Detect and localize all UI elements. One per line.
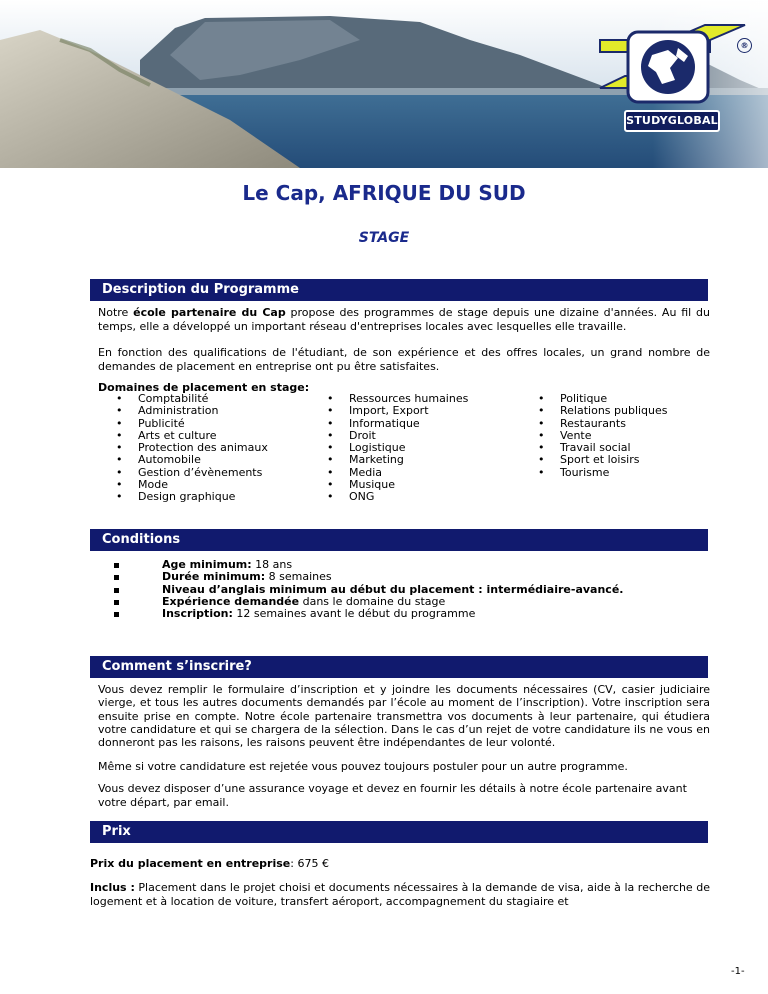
domain-label: Travail social bbox=[560, 441, 631, 455]
page-subtitle: STAGE bbox=[358, 230, 410, 246]
bullet-icon: • bbox=[538, 465, 545, 479]
description-paragraph-2: En fonction des qualifications de l'étudiant, de son expérience et des offres locales, un grand nombre de demandes de placement en entreprise ont pu être satisfaites. bbox=[98, 346, 710, 373]
domain-label: Logistique bbox=[349, 441, 406, 455]
condition-label: Expérience demandée bbox=[162, 594, 300, 608]
bullet-icon: • bbox=[327, 416, 334, 430]
domain-label: Import, Export bbox=[349, 404, 429, 418]
domain-label: Marketing bbox=[349, 453, 404, 467]
bullet-icon: • bbox=[327, 392, 334, 405]
condition-value: dans le domaine du stage bbox=[299, 594, 446, 608]
registered-mark: ® bbox=[737, 38, 752, 53]
bullet-icon: • bbox=[538, 416, 545, 430]
bullet-icon: • bbox=[538, 441, 545, 455]
domain-label: Vente bbox=[560, 428, 592, 442]
domain-list-item bbox=[98, 491, 268, 503]
square-bullet-icon bbox=[114, 600, 119, 605]
domain-label: Tourisme bbox=[560, 465, 610, 479]
bullet-icon: • bbox=[538, 453, 545, 467]
bullet-icon: • bbox=[116, 453, 123, 467]
bullet-icon: • bbox=[116, 416, 123, 430]
bullet-icon: • bbox=[116, 478, 123, 492]
bullet-icon: • bbox=[327, 453, 334, 467]
bullet-icon: • bbox=[538, 404, 545, 418]
bullet-icon: • bbox=[116, 441, 123, 455]
condition-label: Durée minimum: bbox=[162, 570, 266, 584]
domain-label: Automobile bbox=[138, 453, 201, 467]
domain-label: Design graphique bbox=[138, 490, 236, 504]
domain-label: Droit bbox=[349, 428, 376, 442]
domain-label: Publicité bbox=[138, 416, 185, 430]
page-title: Le Cap, AFRIQUE DU SUD bbox=[242, 181, 526, 205]
domains-column-2 bbox=[309, 393, 468, 504]
page-number: -1- bbox=[731, 966, 745, 977]
condition-label: Inscription: bbox=[162, 607, 233, 621]
domain-list-item bbox=[520, 467, 668, 479]
domain-label: Administration bbox=[138, 404, 219, 418]
domains-label: Domaines de placement en stage: bbox=[98, 381, 310, 394]
domain-list-item bbox=[309, 454, 468, 466]
bullet-icon: • bbox=[327, 478, 334, 492]
header-banner-photo bbox=[0, 0, 768, 168]
domain-label: Protection des animaux bbox=[138, 441, 268, 455]
inscription-paragraph-3: Vous devez disposer d’une assurance voyage et devez en fournir les détails à notre école partenaire avant votre départ, par email. bbox=[98, 782, 687, 809]
square-bullet-icon bbox=[114, 588, 119, 593]
domain-label: Informatique bbox=[349, 416, 420, 430]
price-line: Prix du placement en entreprise: 675 € bbox=[90, 857, 329, 870]
domain-label: Musique bbox=[349, 478, 395, 492]
domain-label: Arts et culture bbox=[138, 428, 217, 442]
domain-label: Comptabilité bbox=[138, 392, 209, 405]
domains-column-3 bbox=[520, 393, 668, 479]
bullet-icon: • bbox=[116, 465, 123, 479]
domain-label: Relations publiques bbox=[560, 404, 668, 418]
condition-label: Age minimum: bbox=[162, 558, 252, 571]
bullet-icon: • bbox=[327, 404, 334, 418]
square-bullet-icon bbox=[114, 563, 119, 568]
bullet-icon: • bbox=[327, 465, 334, 479]
domain-label: Sport et loisirs bbox=[560, 453, 640, 467]
domain-label: Ressources humaines bbox=[349, 392, 469, 405]
bullet-icon: • bbox=[538, 428, 545, 442]
description-paragraph-1: Notre école partenaire du Cap propose des programmes de stage depuis une dizaine d'années. Au fil du temps, elle a développé un important réseau d'entreprises locales avec lesquelles elle travaille. bbox=[98, 306, 710, 333]
included-paragraph: Inclus : Placement dans le projet choisi et documents nécessaires à la demande de visa, aide à la recherche de logement et à location de voiture, transfert aéroport, accompagnement du stagiaire et bbox=[90, 881, 710, 908]
section-heading-description: Description du Programme bbox=[90, 279, 708, 301]
domain-label: Restaurants bbox=[560, 416, 626, 430]
bullet-icon: • bbox=[327, 441, 334, 455]
domain-list-item bbox=[309, 491, 468, 503]
condition-value: 18 ans bbox=[251, 558, 293, 571]
bullet-icon: • bbox=[538, 392, 545, 405]
bullet-icon: • bbox=[116, 392, 123, 405]
condition-value: 8 semaines bbox=[265, 570, 332, 584]
bullet-icon: • bbox=[116, 490, 123, 504]
condition-label: Niveau d’anglais minimum au début du placement : intermédiaire-avancé. bbox=[162, 582, 624, 596]
bullet-icon: • bbox=[116, 404, 123, 418]
condition-item bbox=[113, 608, 623, 620]
bullet-icon: • bbox=[327, 428, 334, 442]
square-bullet-icon bbox=[114, 612, 119, 617]
domain-list-item bbox=[98, 467, 268, 479]
conditions-list bbox=[113, 559, 623, 620]
section-heading-prix: Prix bbox=[90, 821, 708, 843]
studyglobal-logo-text: STUDYGLOBAL bbox=[624, 110, 720, 132]
domain-label: ONG bbox=[349, 490, 375, 504]
domain-label: Politique bbox=[560, 392, 608, 405]
section-heading-conditions: Conditions bbox=[90, 529, 708, 551]
inscription-paragraph-2: Même si votre candidature est rejetée vous pouvez toujours postuler pour un autre programme. bbox=[98, 760, 628, 773]
inscription-paragraph-1: Vous devez remplir le formulaire d’inscription et y joindre les documents nécessaires (CV, casier judiciaire vierge, et tous les autres documents demandés par l’école au moment de l’inscription). Votre inscription sera ensuite prise en compte. Notre école partenaire transmettra vos documents à leur partenaire, qui étudiera votre candidature et qui se chargera de la sélection. Dans le cas d’un rejet de votre candidature ils ne vous en donneront pas les raisons, les raisons peuvent être indépendantes de leur volonté. bbox=[98, 683, 710, 750]
section-heading-inscription: Comment s’inscrire? bbox=[90, 656, 708, 678]
domain-label: Media bbox=[349, 465, 383, 479]
bullet-icon: • bbox=[116, 428, 123, 442]
square-bullet-icon bbox=[114, 575, 119, 580]
domain-label: Gestion d’évènements bbox=[138, 465, 263, 479]
condition-value: 12 semaines avant le début du programme bbox=[232, 607, 476, 621]
bullet-icon: • bbox=[327, 490, 334, 504]
domains-column-1 bbox=[98, 393, 268, 504]
domain-label: Mode bbox=[138, 478, 168, 492]
